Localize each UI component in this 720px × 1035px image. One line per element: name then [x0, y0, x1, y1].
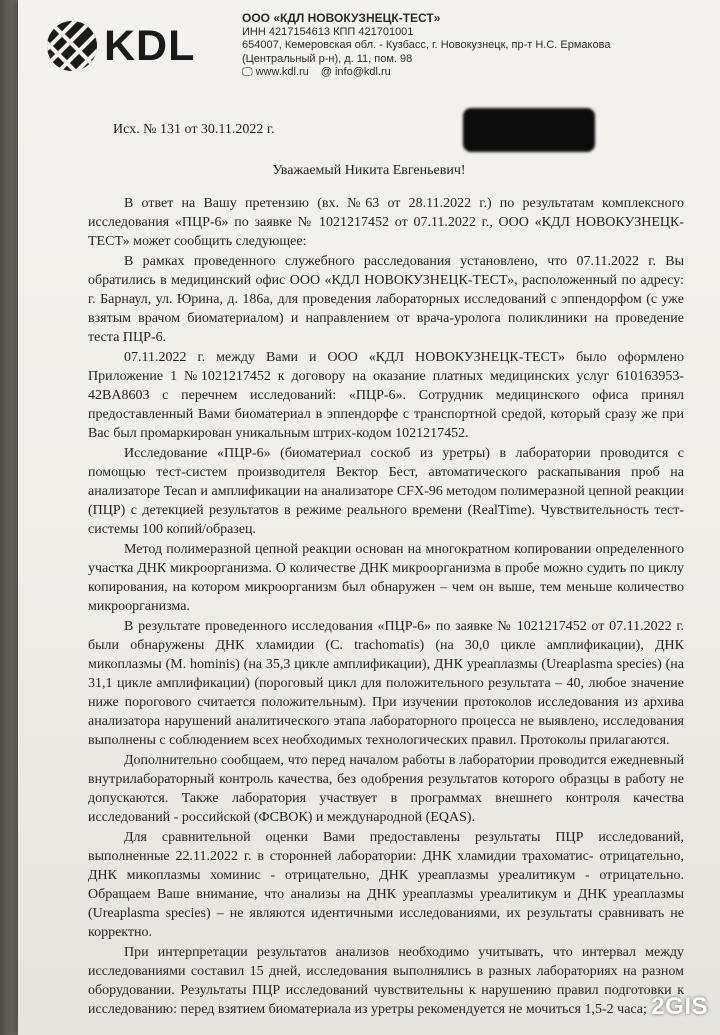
organization-name: ООО «КДЛ НОВОКУЗНЕЦК-ТЕСТ» — [242, 11, 441, 25]
paragraph: 07.11.2022 г. между Вами и ООО «КДЛ НОВОКУЗНЕЦК-ТЕСТ» было оформлено Приложение 1 №1021217452 к договору на оказание платных медицинских услуг 610163953-42BA8603 с перечнем исследований: «ПЦР-6». Сотрудник медицинского офиса принял предоставленный Вами биоматериал в эппендорфе с транспортной средой, который сразу же при Вас был промаркирован уникальным штрих-кодом 1021217452. — [88, 350, 684, 441]
paragraph: Метод полимеразной цепной реакции основан на многократном копировании определенного участка ДНК микроорганизма. О количестве ДНК микроорганизма в пробе можно судить по циклу копирования, на котором микроорганизм был обнаружен – чем он выше, тем меньше количество микроорганизма. — [88, 542, 684, 614]
logo-wordmark: KDL — [104, 22, 196, 70]
inn-kpp: ИНН 4217154613 КПП 421701001 — [242, 25, 414, 38]
paragraph: Для сравнительной оценки Вами предоставлены результаты ПЦР исследований, выполненные 22.11.2022 г. в сторонней лаборатории: ДНК хламидии трахоматис- отрицательно, ДНК микоплазмы хоминис - отрицательно, ДНК уреаплазмы уреалитикум - отрицательно. Обращаем Ваше внимание, что анализы на ДНК уреаплазмы уреалитикум и ДНК уреаплазмы (Ureaplasma species) – не являются идентичными исследованиями, их результаты сравнивать не корректно. — [88, 830, 684, 940]
redacted-recipient — [463, 108, 595, 152]
letter-body — [88, 194, 684, 1019]
2gis-watermark: 2GIS — [651, 993, 708, 1020]
at-icon: @ — [320, 66, 332, 78]
company-logo — [46, 20, 226, 74]
paragraph: В результате проведенного исследования «ПЦР-6» по заявке № 1021217452 от 07.11.2022 г. были обнаружены ДНК хламидии (C. trachomatis) (на 30,0 цикле амплификации), ДНК микоплазмы (M. hominis) (на 35,3 цикле амплификации), ДНК уреаплазмы (Ureaplasma species) (на 31,1 цикле амплификации) (пороговый цикл для положительного результата – 40, любое значение ниже порогового считается положительным). При изучении протоколов исследования из архива анализатора нарушений аналитического этапа лабораторного процесса не выявлено, исследования выполнены с соблюдением всех необходимых технологических правил. Протоколы прилагаются. — [88, 619, 684, 748]
organization-address: 654007, Кемеровская обл. - Кузбасс, г. Новокузнецк, пр-т Н.С. Ермакова (Центральный р-н), д. 11, пом. 98 — [242, 39, 611, 65]
monitor-icon: 🖵 — [242, 66, 253, 78]
greeting: Уважаемый Никита Евгеньевич! — [272, 163, 466, 178]
website-link[interactable]: www.kdl.ru — [255, 66, 309, 78]
letter-page — [18, 0, 720, 1035]
background-edge — [0, 0, 20, 1035]
contacts — [242, 66, 682, 80]
email-link[interactable]: info@kdl.ru — [334, 66, 391, 78]
paragraph: Дополнительно сообщаем, что перед началом работы в лаборатории проводится ежедневный внутрилабораторный контроль качества, без одобрения результатов которого образцы в работу не допускаются. Также лаборатория участвует в программах внешнего контроля качества исследований - российской (ФСВОК) и международной (EQAS). — [88, 753, 684, 825]
paragraph: Исследование «ПЦР-6» (биоматериал соскоб из уретры) в лаборатории проводится с помощью тест-систем производителя Вектор Бест, автоматического раскапывания проб на анализаторе Tecan и амплификации на анализаторе CFX-96 методом полимеразной цепной реакции (ПЦР) с детекцией результатов в режиме реального времени (RealTime). Чувствительность тест-системы 100 копий/образец. — [88, 446, 684, 537]
outgoing-reference: Исх. № 131 от 30.11.2022 г. — [113, 122, 275, 137]
paragraph: В рамках проведенного служебного расследования установлено, что 07.11.2022 г. Вы обратились в медицинский офис ООО «КДЛ НОВОКУЗНЕЦК-ТЕСТ», расположенный по адресу: г. Барнаул, ул. Юрина, д. 186а, для проведения лабораторных исследований с эппендорфом (с уже взятым врачом биоматериалом) и направлением от врача-уролога поликлиники на проведение теста ПЦР-6. — [88, 254, 684, 345]
paragraph: В ответ на Вашу претензию (вх. №63 от 28.11.2022 г.) по результатам комплексного исследования «ПЦР-6» по заявке № 1021217452 от 07.11.2022 г., ООО «КДЛ НОВОКУЗНЕЦК-ТЕСТ» может сообщить следующее: — [88, 196, 684, 249]
paragraph: При интерпретации результатов анализов необходимо учитывать, что интервал между исследованиями составил 15 дней, исследования выполнялись в разных лабораториях на разном оборудовании. Результаты ПЦР исследований чувствительны к нарушению правил подготовки к исследованию: перед взятием биоматериала из уретры рекомендуется не мочиться 1,5-2 часа; — [88, 945, 684, 1017]
kdl-logo-icon — [46, 20, 98, 72]
letterhead — [242, 12, 682, 80]
